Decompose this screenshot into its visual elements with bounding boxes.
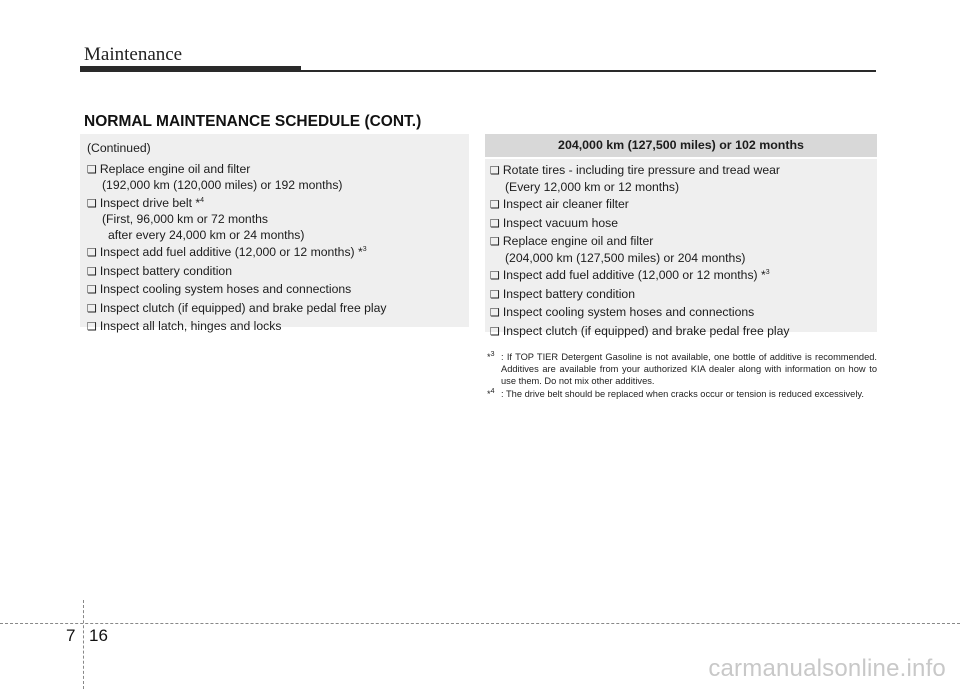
schedule-item-line bbox=[490, 234, 877, 251]
schedule-item-text: Inspect cooling system hoses and connections bbox=[99, 282, 352, 296]
footnote bbox=[487, 351, 877, 388]
schedule-item bbox=[490, 305, 877, 322]
chapter-number: 7 bbox=[66, 626, 76, 645]
schedule-item-line bbox=[490, 268, 877, 285]
schedule-item bbox=[490, 163, 877, 195]
schedule-item bbox=[87, 282, 469, 299]
checkbox-icon: ❑ bbox=[490, 199, 500, 211]
schedule-item-text: Inspect add fuel additive (12,000 or 12 months) * bbox=[99, 245, 363, 259]
schedule-item bbox=[87, 245, 469, 262]
checkbox-icon: ❑ bbox=[87, 163, 97, 176]
footer-divider bbox=[83, 600, 84, 689]
footnote-marker bbox=[487, 351, 501, 388]
schedule-item bbox=[87, 264, 469, 281]
schedule-item-detail: (First, 96,000 km or 72 months bbox=[102, 212, 268, 226]
schedule-item bbox=[87, 196, 469, 244]
schedule-item bbox=[87, 301, 469, 318]
schedule-item-detail: (Every 12,000 km or 12 months) bbox=[505, 179, 680, 194]
footnote-marker bbox=[487, 388, 501, 400]
schedule-item bbox=[490, 234, 877, 266]
footnote-text: : The drive belt should be replaced when cracks occur or tension is reduced excessively. bbox=[501, 388, 864, 399]
schedule-item-line bbox=[490, 324, 877, 341]
footnotes bbox=[487, 351, 877, 400]
schedule-item-line bbox=[490, 197, 877, 214]
schedule-item-text: Inspect drive belt * bbox=[99, 195, 201, 210]
footnote-text: : If TOP TIER Detergent Gasoline is not available, one bottle of additive is recommended. Additives are available from your authorized KIA dealer along with information on how to use them. Do not mix other additives. bbox=[501, 352, 877, 387]
checkbox-icon: ❑ bbox=[490, 270, 500, 282]
checkbox-icon: ❑ bbox=[87, 197, 97, 210]
schedule-item-text: Inspect all latch, hinges and locks bbox=[99, 319, 282, 333]
header-rule-thick bbox=[80, 66, 301, 72]
checkbox-icon: ❑ bbox=[87, 321, 97, 333]
schedule-item-line bbox=[87, 301, 469, 318]
right-item-list bbox=[485, 159, 877, 340]
page-header-title: Maintenance bbox=[84, 44, 183, 65]
footnote-ref: 4 bbox=[200, 196, 205, 204]
schedule-item bbox=[490, 324, 877, 341]
schedule-item-text: Inspect clutch (if equipped) and brake pedal free play bbox=[99, 300, 387, 315]
checkbox-icon: ❑ bbox=[490, 307, 500, 319]
footnote-number: 3 bbox=[490, 350, 495, 358]
left-item-list bbox=[87, 162, 469, 336]
schedule-item-line bbox=[87, 162, 469, 179]
checkbox-icon: ❑ bbox=[490, 288, 500, 301]
schedule-item-detail: (204,000 km (127,500 miles) or 204 months) bbox=[505, 250, 746, 265]
footnote-asterisk: * bbox=[487, 388, 491, 399]
section-title: NORMAL MAINTENANCE SCHEDULE (CONT.) bbox=[84, 113, 422, 130]
schedule-item-text: Inspect battery condition bbox=[502, 286, 635, 301]
continued-label: (Continued) bbox=[87, 141, 151, 155]
schedule-item-line bbox=[490, 163, 877, 180]
schedule-item-text: Inspect add fuel additive (12,000 or 12 months) * bbox=[502, 268, 766, 282]
checkbox-icon: ❑ bbox=[87, 247, 97, 259]
schedule-item-text: Inspect air cleaner filter bbox=[502, 197, 629, 211]
schedule-item-line bbox=[490, 216, 877, 233]
left-schedule-box bbox=[80, 134, 469, 333]
schedule-item-line bbox=[490, 287, 877, 304]
schedule-item-detail: after every 24,000 km or 24 months) bbox=[108, 227, 305, 242]
schedule-item-text: Replace engine oil and filter bbox=[99, 161, 251, 176]
right-schedule-box bbox=[485, 134, 877, 338]
watermark: carmanualsonline.info bbox=[708, 655, 946, 682]
schedule-item-line bbox=[87, 264, 469, 281]
interval-heading: 204,000 km (127,500 miles) or 102 months bbox=[485, 134, 877, 159]
schedule-item-line bbox=[87, 319, 469, 336]
footnote-ref: 3 bbox=[362, 245, 367, 253]
checkbox-icon: ❑ bbox=[490, 325, 500, 338]
schedule-item-line bbox=[87, 245, 469, 262]
checkbox-icon: ❑ bbox=[490, 236, 500, 248]
header-rule-thin bbox=[301, 70, 876, 72]
schedule-item bbox=[87, 162, 469, 194]
schedule-item bbox=[490, 268, 877, 285]
footnote-asterisk: * bbox=[487, 352, 491, 362]
footer-rule bbox=[0, 623, 960, 624]
checkbox-icon: ❑ bbox=[490, 165, 500, 177]
schedule-item-text: Replace engine oil and filter bbox=[502, 234, 654, 248]
checkbox-icon: ❑ bbox=[490, 217, 500, 230]
schedule-item bbox=[490, 197, 877, 214]
schedule-item-line bbox=[490, 305, 877, 322]
schedule-item-text: Inspect cooling system hoses and connections bbox=[502, 305, 755, 319]
schedule-item-text: Inspect battery condition bbox=[99, 263, 232, 278]
footnote-ref: 3 bbox=[765, 268, 770, 276]
footnote bbox=[487, 388, 877, 400]
schedule-item-line bbox=[87, 196, 469, 213]
schedule-item bbox=[87, 319, 469, 336]
checkbox-icon: ❑ bbox=[87, 302, 97, 315]
page-number: 16 bbox=[89, 626, 108, 645]
footnote-number: 4 bbox=[490, 387, 495, 395]
schedule-item-text: Rotate tires - including tire pressure and tread wear bbox=[502, 163, 780, 177]
checkbox-icon: ❑ bbox=[87, 284, 97, 296]
schedule-item-text: Inspect clutch (if equipped) and brake pedal free play bbox=[502, 323, 790, 338]
schedule-item bbox=[490, 287, 877, 304]
checkbox-icon: ❑ bbox=[87, 265, 97, 278]
schedule-item-line bbox=[87, 282, 469, 299]
schedule-item bbox=[490, 216, 877, 233]
schedule-item-text: Inspect vacuum hose bbox=[502, 215, 619, 230]
schedule-item-detail: (192,000 km (120,000 miles) or 192 months) bbox=[102, 178, 343, 192]
